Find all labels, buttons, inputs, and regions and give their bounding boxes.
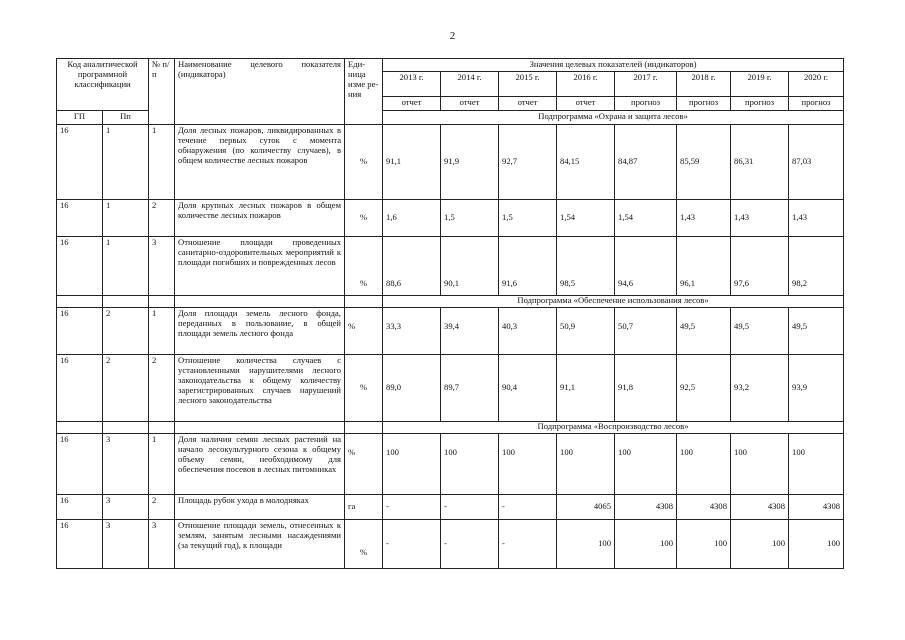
cell-num: 1 bbox=[149, 308, 175, 355]
indicators-table bbox=[56, 58, 844, 569]
cell-value: 89,0 bbox=[383, 355, 441, 422]
cell-value: 91,9 bbox=[441, 125, 499, 200]
cell-value: 100 bbox=[615, 520, 677, 569]
year-cell: 2020 г. bbox=[789, 72, 844, 97]
cell-unit: % bbox=[345, 308, 383, 355]
cell-pp: 2 bbox=[103, 355, 149, 422]
header-values-title: Значения целевых показателей (индикаторов) bbox=[383, 59, 844, 72]
header-pp: Пп bbox=[103, 111, 149, 125]
cell-value: 90,1 bbox=[441, 237, 499, 296]
cell-value: 85,59 bbox=[677, 125, 731, 200]
cell-value: 91,1 bbox=[557, 355, 615, 422]
cell-value: 4308 bbox=[731, 495, 789, 520]
cell-value: 49,5 bbox=[677, 308, 731, 355]
cell-name: Отношение площади земель, отнесенных к землям, занятым лесными насаждениями (за текущий год), к площади bbox=[175, 520, 345, 569]
cell-num: 3 bbox=[149, 520, 175, 569]
cell-gp: 16 bbox=[57, 308, 103, 355]
cell-unit: % bbox=[345, 237, 383, 296]
table-row bbox=[57, 200, 844, 237]
cell-value: 91,6 bbox=[499, 237, 557, 296]
table-row bbox=[57, 355, 844, 422]
status-cell: отчет bbox=[441, 97, 499, 111]
section-title: Подпрограмма «Воспроизводство лесов» bbox=[383, 422, 844, 434]
cell-unit: % bbox=[345, 520, 383, 569]
cell-gp: 16 bbox=[57, 434, 103, 495]
page-number: 2 bbox=[449, 30, 456, 42]
cell-value: 88,6 bbox=[383, 237, 441, 296]
cell-value: 92,7 bbox=[499, 125, 557, 200]
cell-value: 100 bbox=[789, 520, 844, 569]
cell-value: 1,6 bbox=[383, 200, 441, 237]
cell-value: 84,87 bbox=[615, 125, 677, 200]
year-cell: 2014 г. bbox=[441, 72, 499, 97]
cell-value: 100 bbox=[731, 520, 789, 569]
status-cell: прогноз bbox=[677, 97, 731, 111]
table-row bbox=[57, 125, 844, 200]
cell-value: 87,03 bbox=[789, 125, 844, 200]
section-row bbox=[57, 422, 844, 434]
cell-value: 4065 bbox=[557, 495, 615, 520]
cell-value: 89,7 bbox=[441, 355, 499, 422]
cell-value: 50,7 bbox=[615, 308, 677, 355]
cell-value: 1,43 bbox=[731, 200, 789, 237]
section-title: Подпрограмма «Обеспечение использования лесов» bbox=[383, 296, 844, 308]
cell-value: 1,43 bbox=[677, 200, 731, 237]
cell-value: - bbox=[441, 495, 499, 520]
cell-value: 97,6 bbox=[731, 237, 789, 296]
cell-pp: 1 bbox=[103, 125, 149, 200]
cell-value: 100 bbox=[615, 434, 677, 495]
cell-value: 100 bbox=[499, 434, 557, 495]
status-cell: отчет bbox=[383, 97, 441, 111]
year-cell: 2016 г. bbox=[557, 72, 615, 97]
cell-name: Отношение площади проведенных санитарно-оздоровительных мероприятий к площади погибших и поврежденных лесов bbox=[175, 237, 345, 296]
cell-value: 1,5 bbox=[441, 200, 499, 237]
cell-value: 4308 bbox=[615, 495, 677, 520]
cell-gp: 16 bbox=[57, 495, 103, 520]
cell-pp: 3 bbox=[103, 520, 149, 569]
year-cell: 2019 г. bbox=[731, 72, 789, 97]
cell-value: 84,15 bbox=[557, 125, 615, 200]
cell-value: 40,3 bbox=[499, 308, 557, 355]
cell-value: 100 bbox=[557, 434, 615, 495]
cell-gp: 16 bbox=[57, 237, 103, 296]
cell-value: 92,5 bbox=[677, 355, 731, 422]
cell-pp: 1 bbox=[103, 237, 149, 296]
cell-value: 1,43 bbox=[789, 200, 844, 237]
cell-name: Доля крупных лесных пожаров в общем количестве лесных пожаров bbox=[175, 200, 345, 237]
cell-value: 96,1 bbox=[677, 237, 731, 296]
cell-value: 94,6 bbox=[615, 237, 677, 296]
cell-gp: 16 bbox=[57, 520, 103, 569]
cell-unit: % bbox=[345, 355, 383, 422]
cell-value: 90,4 bbox=[499, 355, 557, 422]
cell-num: 2 bbox=[149, 200, 175, 237]
cell-pp: 3 bbox=[103, 434, 149, 495]
cell-value: 91,8 bbox=[615, 355, 677, 422]
cell-name: Доля наличия семян лесных растений на начало лесокультурного сезона к общему объему семян, необходимому для обеспечения посевов в лесных питомниках bbox=[175, 434, 345, 495]
year-cell: 2015 г. bbox=[499, 72, 557, 97]
cell-num: 2 bbox=[149, 495, 175, 520]
cell-value: 100 bbox=[441, 434, 499, 495]
cell-value: 4308 bbox=[789, 495, 844, 520]
cell-value: 100 bbox=[731, 434, 789, 495]
section-title: Подпрограмма «Охрана и защита лесов» bbox=[383, 111, 844, 125]
table-row bbox=[57, 308, 844, 355]
cell-value: 39,4 bbox=[441, 308, 499, 355]
cell-value: - bbox=[499, 495, 557, 520]
cell-value: 91,1 bbox=[383, 125, 441, 200]
cell-value: 98,5 bbox=[557, 237, 615, 296]
cell-name: Отношение количества случаев с установленными нарушителями лесного законодательства к общему количеству зарегистрированных случаев нарушений лесного законодательства bbox=[175, 355, 345, 422]
cell-unit: % bbox=[345, 434, 383, 495]
status-cell: прогноз bbox=[731, 97, 789, 111]
status-cell: прогноз bbox=[615, 97, 677, 111]
cell-value: 93,9 bbox=[789, 355, 844, 422]
table-row bbox=[57, 237, 844, 296]
cell-name: Доля площади земель лесного фонда, переданных в пользование, в общей площади земель лесного фонда bbox=[175, 308, 345, 355]
cell-value: 1,54 bbox=[557, 200, 615, 237]
table-row bbox=[57, 495, 844, 520]
cell-value: 93,2 bbox=[731, 355, 789, 422]
cell-value: 100 bbox=[557, 520, 615, 569]
cell-gp: 16 bbox=[57, 125, 103, 200]
header-name: Наименование целевого показателя (индикатора) bbox=[175, 59, 345, 125]
cell-value: 4308 bbox=[677, 495, 731, 520]
cell-num: 1 bbox=[149, 434, 175, 495]
header-code: Код аналитической программной классификации bbox=[57, 59, 149, 111]
cell-gp: 16 bbox=[57, 200, 103, 237]
cell-num: 2 bbox=[149, 355, 175, 422]
cell-value: 1,5 bbox=[499, 200, 557, 237]
table-row bbox=[57, 434, 844, 495]
cell-unit: % bbox=[345, 125, 383, 200]
cell-value: 100 bbox=[789, 434, 844, 495]
cell-value: 86,31 bbox=[731, 125, 789, 200]
status-cell: отчет bbox=[499, 97, 557, 111]
cell-name: Площадь рубок ухода в молодняках bbox=[175, 495, 345, 520]
year-cell: 2013 г. bbox=[383, 72, 441, 97]
header-unit: Еди-ница изме ре-ния bbox=[345, 59, 383, 125]
cell-unit: % bbox=[345, 200, 383, 237]
cell-value: 1,54 bbox=[615, 200, 677, 237]
cell-unit: га bbox=[345, 495, 383, 520]
cell-num: 3 bbox=[149, 237, 175, 296]
cell-value: 100 bbox=[383, 434, 441, 495]
cell-gp: 16 bbox=[57, 355, 103, 422]
year-cell: 2017 г. bbox=[615, 72, 677, 97]
section-row bbox=[57, 296, 844, 308]
header-num: № п/п bbox=[149, 59, 175, 125]
cell-value: - bbox=[383, 520, 441, 569]
header-row bbox=[57, 59, 844, 72]
header-gp: ГП bbox=[57, 111, 103, 125]
cell-pp: 1 bbox=[103, 200, 149, 237]
cell-value: 49,5 bbox=[731, 308, 789, 355]
cell-num: 1 bbox=[149, 125, 175, 200]
cell-value: - bbox=[383, 495, 441, 520]
cell-value: 50,9 bbox=[557, 308, 615, 355]
cell-value: 100 bbox=[677, 434, 731, 495]
status-cell: отчет bbox=[557, 97, 615, 111]
year-cell: 2018 г. bbox=[677, 72, 731, 97]
status-cell: прогноз bbox=[789, 97, 844, 111]
cell-value: 33,3 bbox=[383, 308, 441, 355]
cell-pp: 3 bbox=[103, 495, 149, 520]
cell-value: 98,2 bbox=[789, 237, 844, 296]
table-row bbox=[57, 520, 844, 569]
cell-value: - bbox=[441, 520, 499, 569]
cell-value: 49,5 bbox=[789, 308, 844, 355]
cell-value: 100 bbox=[677, 520, 731, 569]
cell-name: Доля лесных пожаров, ликвидированных в течение первых суток с момента обнаружения (по количеству случаев), в общем количестве лесных пожаров bbox=[175, 125, 345, 200]
cell-value: - bbox=[499, 520, 557, 569]
cell-pp: 2 bbox=[103, 308, 149, 355]
